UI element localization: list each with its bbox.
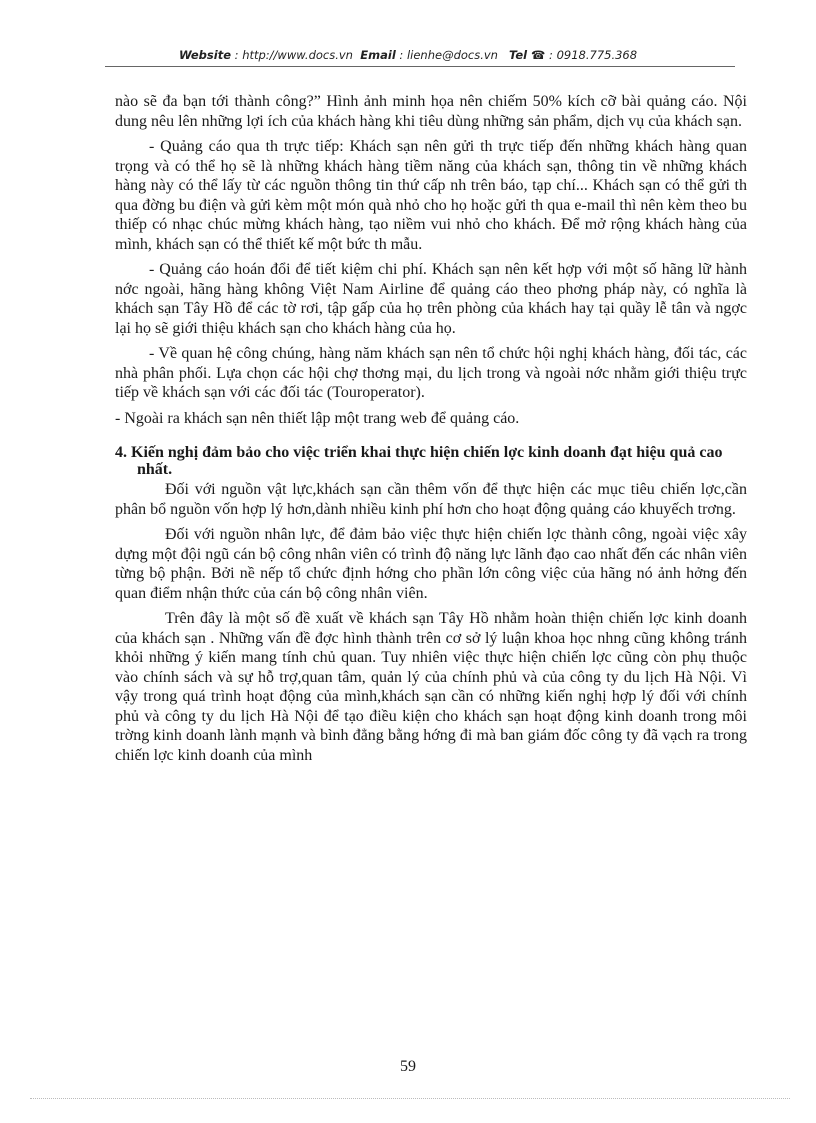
document-body [115, 92, 747, 771]
paragraph: nào sẽ đa bạn tới thành công?” Hình ảnh minh họa nên chiếm 50% kích cỡ bài quảng cáo. Nội dung nêu lên những lợi ích của khách hàng khi tiêu dùng những sản phẩm, dịch vụ của khách sạn. [115, 93, 747, 130]
paragraph: Đối với nguồn vật lực,khách sạn cần thêm vốn để thực hiện các mục tiêu chiến lợc,cần phân bổ nguồn vốn hợp lý hơn,dành nhiều kinh phí hơn cho hoạt động quảng cáo khuyếch trơng. [115, 481, 747, 518]
website-label: Website [178, 48, 232, 62]
website-url: : http://www.docs.vn [234, 48, 353, 62]
paragraph: Đối với nguồn nhân lực, để đảm bảo việc thực hiện chiến lợc thành công, ngoài việc xây dựng một đội ngũ cán bộ công nhân viên có trình độ năng lực lãnh đạo cao nhất đến các nhân viên từng bộ phận. Bởi nề nếp tổ chức định hớng cho phần lớn công việc của hãng nó ảnh hởng đến quan điểm nhận thức của cán bộ công nhân viên. [115, 526, 747, 602]
email-address: : lienhe@docs.vn [399, 48, 498, 62]
footer-divider [30, 1098, 790, 1099]
header-divider [105, 66, 735, 67]
paragraph: - Quảng cáo qua th trực tiếp: Khách sạn nên gửi th trực tiếp đến những khách hàng quan trọng và có thể họ sẽ là những khách hàng tiềm năng của khách sạn, thông tin về những khách hàng này có thể lấy từ các nguồn thông tin thứ cấp nh trên báo, tạp chí... Khách sạn có thể gửi th qua đờng bu điện và gửi kèm một món quà nhỏ cho họ hoặc gửi th qua e-mail thì nên kèm theo bu thiếp có nhạc chúc mừng khách hàng, tạo niềm vui nhỏ cho khách. Để mở rộng khách hàng của mình, khách sạn có thể thiết kế một bức th mẫu. [115, 138, 747, 253]
phone-number: : 0918.775.368 [549, 48, 638, 62]
paragraph: - Về quan hệ công chúng, hàng năm khách sạn nên tổ chức hội nghị khách hàng, đối tác, các nhà phân phối. Lựa chọn các hội chợ thơng mại, du lịch trong và ngoài nớc nhằm giới thiệu trực tiếp về khách sạn với các đối tác (Touroperator). [115, 345, 747, 401]
paragraph: Trên đây là một số đề xuất về khách sạn Tây Hồ nhằm hoàn thiện chiến lợc kinh doanh của khách sạn . Những vấn đề đợc hình thành trên cơ sở lý luận khoa học nhng cũng không tránh khỏi những ý kiến mang tính chủ quan. Tuy nhiên việc thực hiện chiến lợc cũng còn phụ thuộc vào chính sách và sự hỗ trợ,quan tâm, quản lý của chính phủ và của công ty du lịch Hà Nội. Vì vậy trong quá trình hoạt động của mình,khách sạn cần có những kiến nghị hợp lý đối với chính phủ và công ty du lịch Hà Nội để tạo điều kiện cho khách sạn hoạt động kinh doanh trong môi trờng kinh doanh lành mạnh và bình đẳng bằng hớng đi mà ban giám đốc công ty đã vạch ra trong chiến lợc kinh doanh của mình [115, 610, 747, 764]
phone-label: Tel ☎ [508, 48, 546, 62]
page-number: 59 [400, 1058, 416, 1075]
paragraph: - Quảng cáo hoán đổi để tiết kiệm chi phí. Khách sạn nên kết hợp với một số hãng lữ hành nớc ngoài, hãng hàng không Việt Nam Airline để quảng cáo theo phơng pháp này, có nghĩa là khách sạn Tây Hồ để các tờ rơi, tập gấp của họ trên phòng của khách hay tại quầy lễ tân và ngợc lại họ sẽ giới thiệu khách sạn cho khách hàng của họ. [115, 261, 747, 337]
section-heading: 4. Kiến nghị đảm bảo cho việc triển khai thực hiện chiến lợc kinh doanh đạt hiệu quả cao nhất. [115, 444, 723, 478]
paragraph: - Ngoài ra khách sạn nên thiết lập một trang web để quảng cáo. [115, 409, 520, 427]
email-label: Email [360, 48, 396, 62]
page-header [0, 48, 816, 62]
